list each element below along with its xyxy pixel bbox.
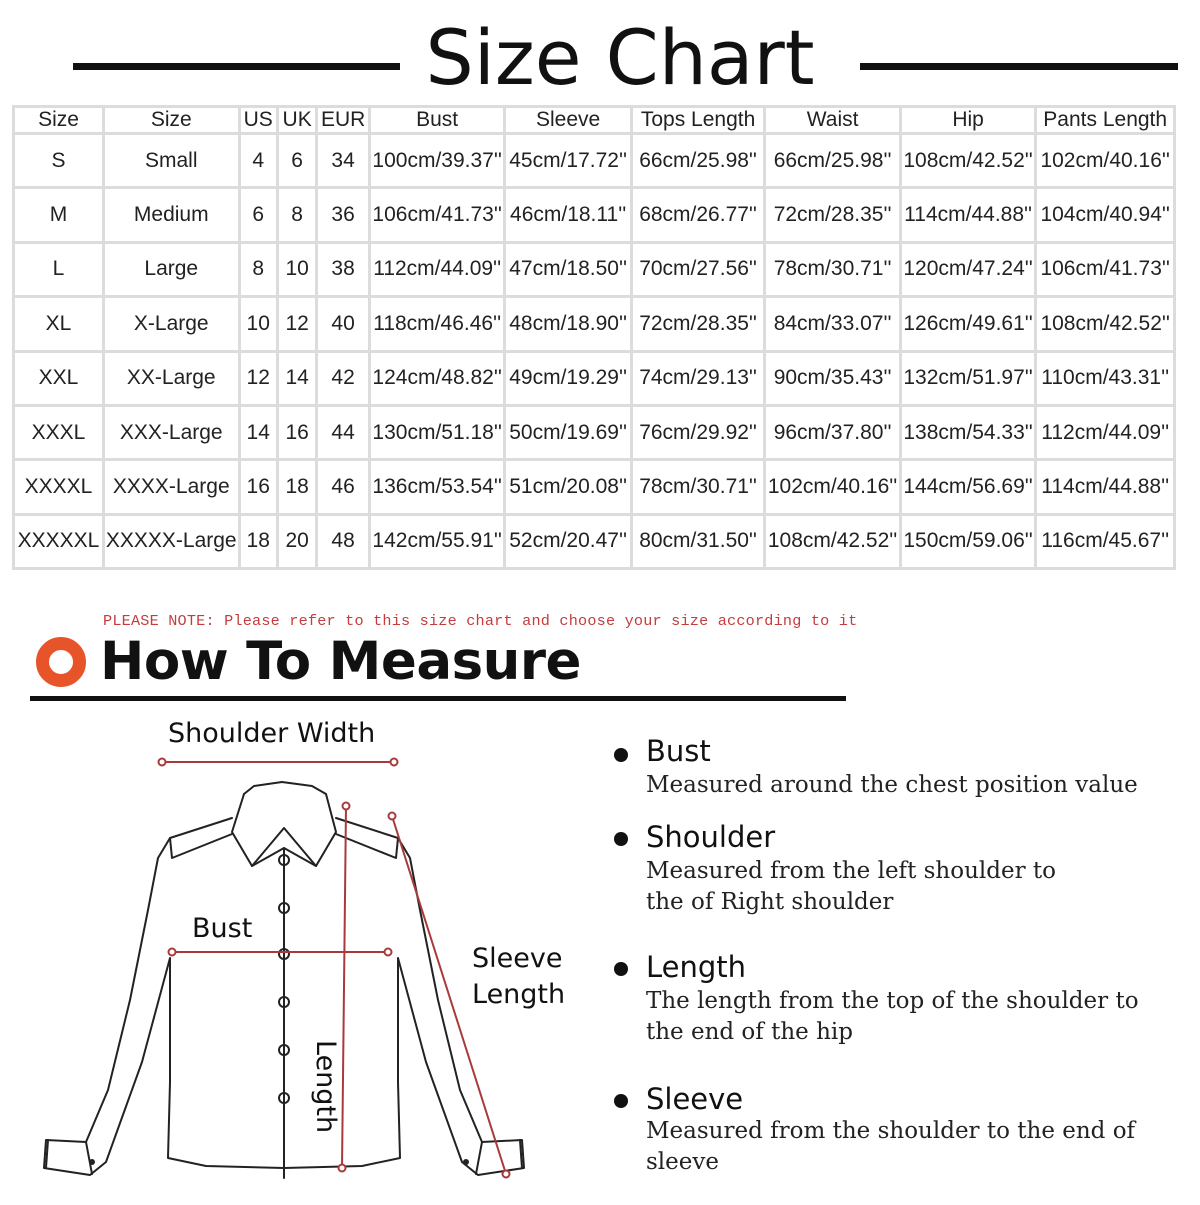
table-row <box>15 516 1173 567</box>
table-cell: 108cm/42.52'' <box>1037 298 1173 349</box>
table-cell: XXXX-Large <box>105 461 238 512</box>
sleeve-length-label-line2: Length <box>472 979 566 1010</box>
guide-title: Shoulder <box>646 820 776 854</box>
table-cell: XXXXL <box>15 461 102 512</box>
table-cell: 40 <box>318 298 368 349</box>
guide-description: Measured around the chest position value <box>646 772 1138 798</box>
table-cell: 102cm/40.16'' <box>1037 135 1173 186</box>
table-cell: XXL <box>15 353 102 404</box>
header-cell: Waist <box>766 108 899 132</box>
table-row <box>15 461 1173 512</box>
table-cell: 112cm/44.09'' <box>371 244 504 295</box>
table-cell: 66cm/25.98'' <box>766 135 899 186</box>
table-cell: 20 <box>279 516 315 567</box>
table-cell: 14 <box>241 407 276 458</box>
table-cell: 6 <box>279 135 315 186</box>
table-cell: 78cm/30.71'' <box>766 244 899 295</box>
table-cell: 46 <box>318 461 368 512</box>
table-row <box>15 298 1173 349</box>
guide-title: Length <box>646 950 747 984</box>
ring-icon <box>35 636 87 688</box>
sleeve-length-label-line1: Sleeve <box>472 943 563 974</box>
table-row <box>15 353 1173 404</box>
title-rule-right <box>860 63 1178 70</box>
header-cell: Size <box>15 108 102 132</box>
table-cell: 108cm/42.52'' <box>902 135 1035 186</box>
table-cell: XX-Large <box>105 353 238 404</box>
table-cell: 100cm/39.37'' <box>371 135 504 186</box>
table-cell: 132cm/51.97'' <box>902 353 1035 404</box>
table-cell: 14 <box>279 353 315 404</box>
table-cell: Large <box>105 244 238 295</box>
table-cell: 96cm/37.80'' <box>766 407 899 458</box>
table-cell: S <box>15 135 102 186</box>
length-label: Length <box>310 1040 341 1134</box>
table-cell: 126cm/49.61'' <box>902 298 1035 349</box>
table-body <box>15 135 1173 567</box>
table-cell: 120cm/47.24'' <box>902 244 1035 295</box>
table-header-row <box>15 108 1173 132</box>
guide-title: Sleeve <box>646 1082 744 1116</box>
table-cell: Small <box>105 135 238 186</box>
table-cell: 114cm/44.88'' <box>902 189 1035 240</box>
table-cell: 118cm/46.46'' <box>371 298 504 349</box>
guide-description: Measured from the shoulder to the end of sleeve <box>646 1118 1136 1175</box>
table-cell: 66cm/25.98'' <box>633 135 764 186</box>
title-row <box>0 8 1200 108</box>
table-cell: 144cm/56.69'' <box>902 461 1035 512</box>
guide-title: Bust <box>646 734 711 768</box>
table-cell: 70cm/27.56'' <box>633 244 764 295</box>
table-cell: 124cm/48.82'' <box>371 353 504 404</box>
table-cell: 16 <box>241 461 276 512</box>
guide-description: Measured from the left shoulder to the of Right shoulder <box>646 858 1056 915</box>
table-cell: 72cm/28.35'' <box>633 298 764 349</box>
table-cell: XL <box>15 298 102 349</box>
table-cell: 90cm/35.43'' <box>766 353 899 404</box>
table-cell: 68cm/26.77'' <box>633 189 764 240</box>
table-cell: 104cm/40.94'' <box>1037 189 1173 240</box>
guide-description: The length from the top of the shoulder to the end of the hip <box>646 988 1139 1045</box>
table-cell: 46cm/18.11'' <box>506 189 629 240</box>
table-cell: 76cm/29.92'' <box>633 407 764 458</box>
header-cell: Sleeve <box>506 108 629 132</box>
table-cell: 16 <box>279 407 315 458</box>
table-cell: 42 <box>318 353 368 404</box>
bust-label: Bust <box>192 913 253 944</box>
table-cell: 4 <box>241 135 276 186</box>
table-cell: 102cm/40.16'' <box>766 461 899 512</box>
bullet-icon <box>614 962 628 976</box>
table-cell: 8 <box>279 189 315 240</box>
measure-heading: How To Measure <box>100 631 581 692</box>
table-row <box>15 244 1173 295</box>
table-cell: 142cm/55.91'' <box>371 516 504 567</box>
bullet-icon <box>614 1094 628 1108</box>
shoulder-width-label: Shoulder Width <box>168 718 376 749</box>
table-cell: 116cm/45.67'' <box>1037 516 1173 567</box>
header-cell: Bust <box>371 108 504 132</box>
header-cell: Size <box>105 108 238 132</box>
table-cell: 150cm/59.06'' <box>902 516 1035 567</box>
table-cell: 6 <box>241 189 276 240</box>
header-cell: UK <box>279 108 315 132</box>
table-cell: 72cm/28.35'' <box>766 189 899 240</box>
measure-heading-rule <box>30 696 846 701</box>
size-note: PLEASE NOTE: Please refer to this size chart and choose your size according to it <box>103 612 858 630</box>
table-cell: 84cm/33.07'' <box>766 298 899 349</box>
bullet-icon <box>614 832 628 846</box>
table-cell: 10 <box>241 298 276 349</box>
table-cell: 49cm/19.29'' <box>506 353 629 404</box>
header-cell: US <box>241 108 276 132</box>
table-cell: 78cm/30.71'' <box>633 461 764 512</box>
table-cell: 74cm/29.13'' <box>633 353 764 404</box>
table-cell: 38 <box>318 244 368 295</box>
header-cell: Tops Length <box>633 108 764 132</box>
table-cell: 106cm/41.73'' <box>371 189 504 240</box>
table-cell: 110cm/43.31'' <box>1037 353 1173 404</box>
table-cell: 18 <box>279 461 315 512</box>
table-cell: 34 <box>318 135 368 186</box>
table-row <box>15 407 1173 458</box>
table-cell: 136cm/53.54'' <box>371 461 504 512</box>
table-cell: M <box>15 189 102 240</box>
table-cell: 48cm/18.90'' <box>506 298 629 349</box>
table-cell: 45cm/17.72'' <box>506 135 629 186</box>
table-cell: 8 <box>241 244 276 295</box>
bullet-icon <box>614 748 628 762</box>
size-table <box>12 105 1176 570</box>
table-cell: 106cm/41.73'' <box>1037 244 1173 295</box>
table-cell: XXXL <box>15 407 102 458</box>
table-cell: XXXXXL <box>15 516 102 567</box>
table-cell: Medium <box>105 189 238 240</box>
title-rule-left <box>73 63 400 70</box>
table-cell: 12 <box>241 353 276 404</box>
table-cell: 50cm/19.69'' <box>506 407 629 458</box>
table-row <box>15 189 1173 240</box>
table-cell: L <box>15 244 102 295</box>
table-cell: 108cm/42.52'' <box>766 516 899 567</box>
table-cell: 36 <box>318 189 368 240</box>
table-cell: 130cm/51.18'' <box>371 407 504 458</box>
header-cell: EUR <box>318 108 368 132</box>
table-cell: 48 <box>318 516 368 567</box>
table-cell: 44 <box>318 407 368 458</box>
table-cell: 114cm/44.88'' <box>1037 461 1173 512</box>
table-cell: 80cm/31.50'' <box>633 516 764 567</box>
table-cell: XXX-Large <box>105 407 238 458</box>
page-title: Size Chart <box>425 13 815 102</box>
table-cell: 51cm/20.08'' <box>506 461 629 512</box>
header-cell: Pants Length <box>1037 108 1173 132</box>
table-cell: 12 <box>279 298 315 349</box>
header-cell: Hip <box>902 108 1035 132</box>
table-cell: 112cm/44.09'' <box>1037 407 1173 458</box>
table-cell: XXXXX-Large <box>105 516 238 567</box>
table-cell: 138cm/54.33'' <box>902 407 1035 458</box>
table-cell: 47cm/18.50'' <box>506 244 629 295</box>
table-cell: 10 <box>279 244 315 295</box>
table-cell: X-Large <box>105 298 238 349</box>
shirt-diagram <box>20 710 600 1200</box>
table-row <box>15 135 1173 186</box>
table-cell: 52cm/20.47'' <box>506 516 629 567</box>
table-cell: 18 <box>241 516 276 567</box>
